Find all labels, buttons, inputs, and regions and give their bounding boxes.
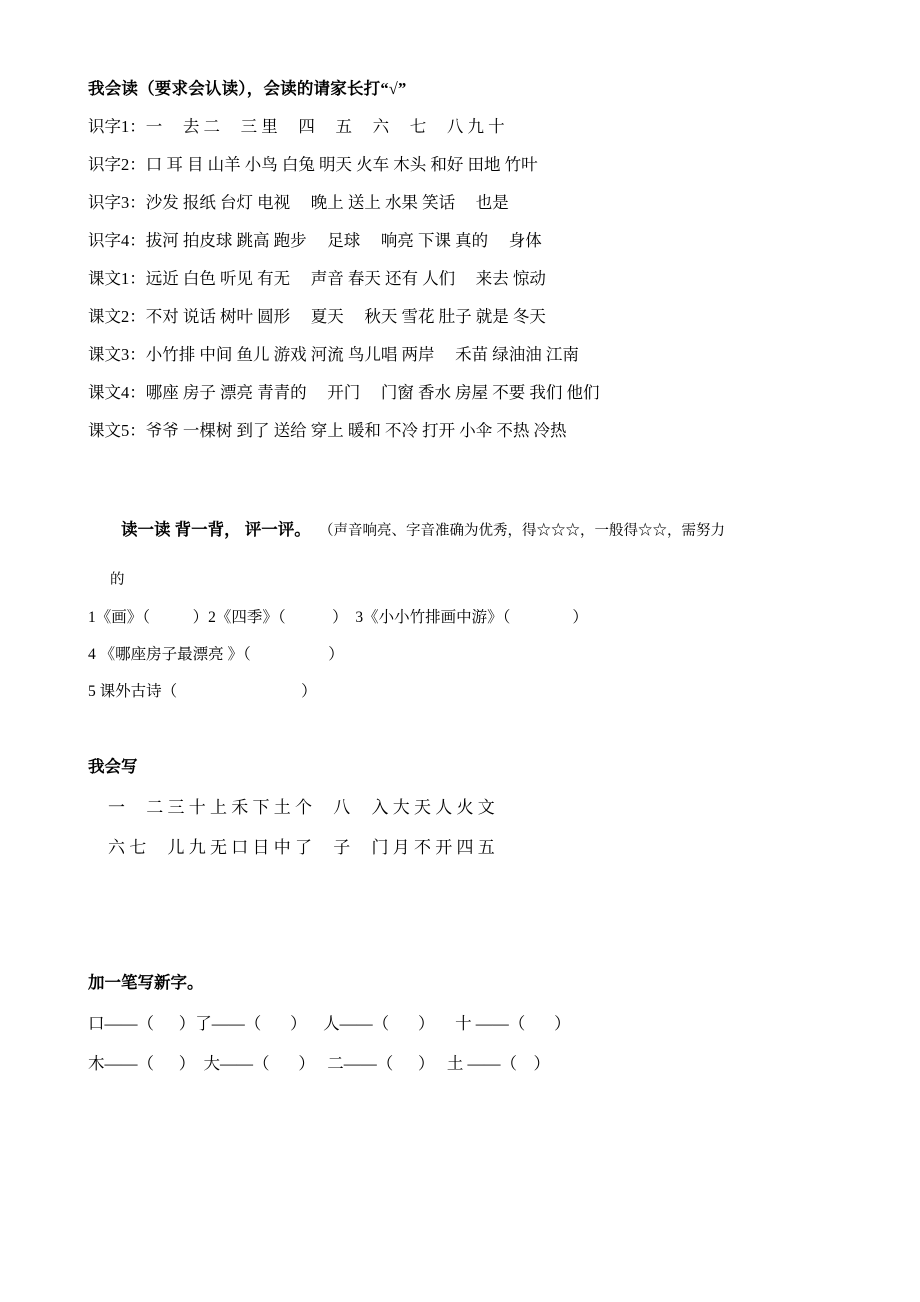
read-line: 课文4：哪座 房子 漂亮 青青的 开门 门窗 香水 房屋 不要 我们 他们 — [88, 383, 600, 402]
section-stroke-rows — [88, 1004, 848, 1084]
read-line: 识字2：口 耳 目 山羊 小鸟 白兔 明天 火车 木头 和好 田地 竹叶 — [88, 155, 538, 174]
section-i-can-read — [88, 78, 848, 450]
read-line: 识字4：拔河 拍皮球 跳高 跑步 足球 响亮 下课 真的 身体 — [88, 231, 542, 250]
read-line: 课文2：不对 说话 树叶 圆形 夏天 秋天 雪花 肚子 就是 冬天 — [88, 307, 546, 326]
read-line: 识字3：沙发 报纸 台灯 电视 晚上 送上 水果 笑话 也是 — [88, 193, 509, 212]
section-recite-heading-row — [88, 494, 848, 567]
section-recite-note: （声音响亮、字音准确为优秀，得☆☆☆，一般得☆☆，需努力 — [319, 523, 725, 539]
section-recite-note-continued: 的 — [110, 572, 125, 588]
section-stroke-heading: 加一笔写新字。 — [88, 973, 204, 992]
section-read-recite-evaluate — [88, 494, 848, 710]
recite-question-item[interactable]: 4 《哪座房子最漂亮 》（ ） — [88, 646, 344, 663]
stroke-exercise-row[interactable]: 木——（ ） 大——（ ） 二——（ ） 土 ——（ ） — [88, 1054, 550, 1073]
recite-question-item[interactable]: 1《画》（ ）2《四季》（ ） 3《小小竹排画中游》（ ） — [88, 609, 588, 626]
read-line: 课文1：远近 白色 听见 有无 声音 春天 还有 人们 来去 惊动 — [88, 269, 546, 288]
recite-question-list — [88, 599, 848, 710]
write-char-row: 一 二 三 十 上 禾 下 土 个 八 入 大 天 人 火 文 — [108, 798, 495, 817]
section-write-heading: 我会写 — [88, 757, 138, 776]
section-recite-heading: 读一读 背一背， 评一评。 — [121, 520, 311, 539]
read-line: 课文3：小竹排 中间 鱼儿 游戏 河流 鸟儿唱 两岸 禾苗 绿油油 江南 — [88, 345, 579, 364]
section-i-can-write — [88, 756, 848, 868]
section-add-one-stroke — [88, 972, 848, 1084]
read-line: 识字1：一 去 二 三 里 四 五 六 七 八 九 十 — [88, 117, 505, 136]
section-write-char-rows — [88, 788, 848, 868]
stroke-exercise-row[interactable]: 口——（ ）了——（ ） 人——（ ） 十 ——（ ） — [88, 1014, 571, 1033]
section-read-heading: 我会读（要求会认读），会读的请家长打“√” — [88, 79, 407, 98]
write-char-row: 六 七 儿 九 无 口 日 中 了 子 门 月 不 开 四 五 — [108, 838, 495, 857]
read-line: 课文5：爷爷 一棵树 到了 送给 穿上 暖和 不冷 打开 小伞 不热 冷热 — [88, 421, 567, 440]
page-content — [88, 78, 848, 1084]
section-read-line-list — [88, 108, 848, 450]
recite-question-item[interactable]: 5 课外古诗（ ） — [88, 683, 317, 700]
